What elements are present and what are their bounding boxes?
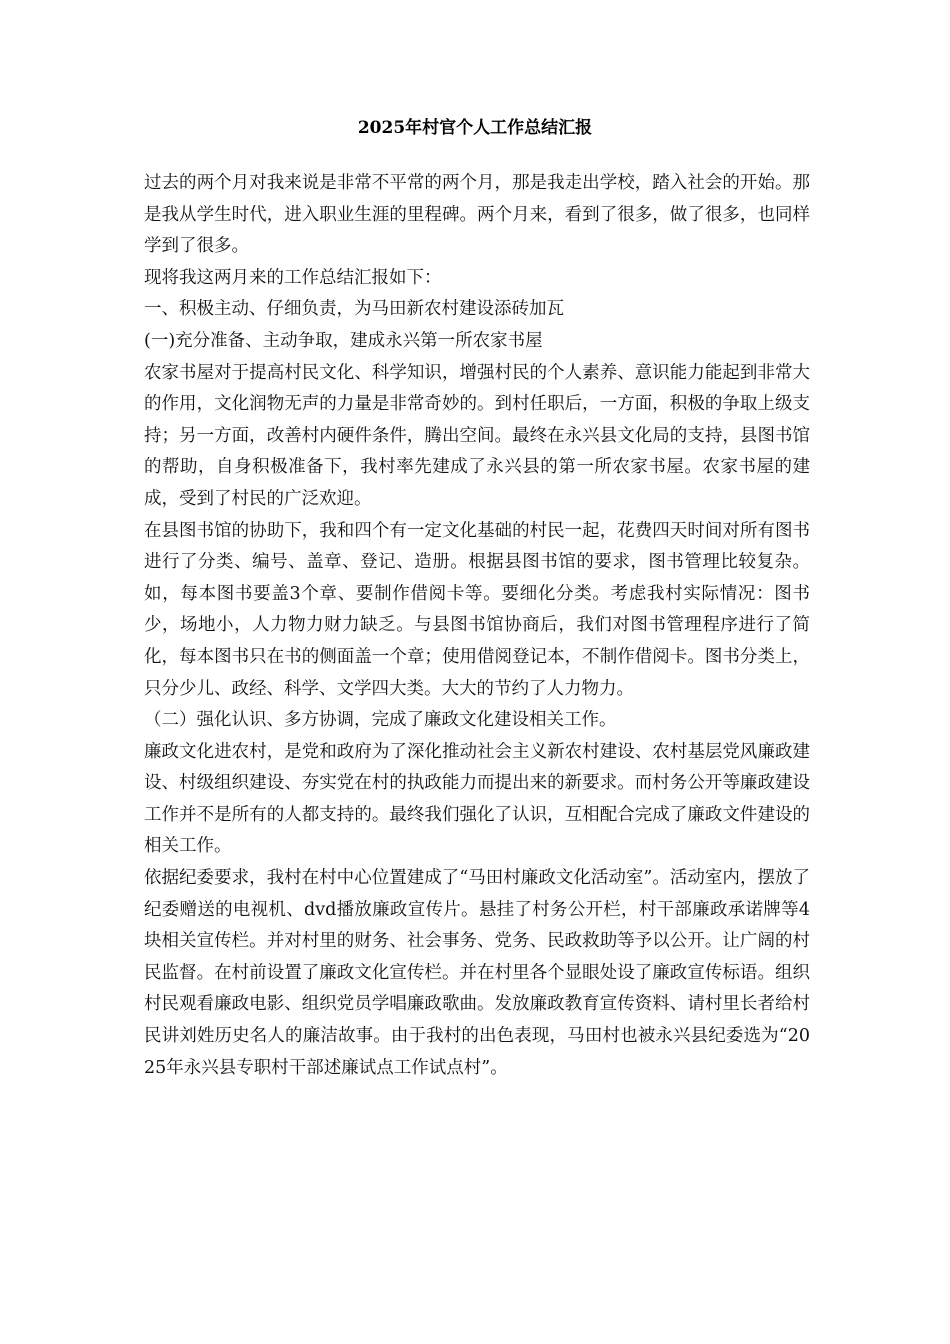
section-heading-1: 一、积极主动、仔细负责，为马田新农村建设添砖加瓦 — [144, 299, 564, 320]
paragraph-report-lead: 现将我这两月来的工作总结汇报如下： — [144, 267, 442, 288]
paragraph-library-intro: 农家书屋对于提高村民文化、科学知识，增强村民的个人素养、意识能力能起到非常大的作用，文化润物无声的力量是非常奇妙的。到村任职后，一方面，积极的争取上级支持；另一方面，改善村内硬件条件，腾出空间。最终在永兴县文化局的支持，县图书馆的帮助，自身积极准备下，我村率先建成了永兴县的第一所农家书屋。农家书屋的建成，受到了村民的广泛欢迎。 — [144, 362, 810, 509]
subsection-heading-1: (一)充分准备、主动争取，建成永兴第一所农家书屋 — [144, 330, 543, 351]
paragraph-library-management: 在县图书馆的协助下，我和四个有一定文化基础的村民一起，花费四天时间对所有图书进行了分类、编号、盖章、登记、造册。根据县图书馆的要求，图书管理比较复杂。如，每本图书要盖3个章、要制作借阅卡等。要细化分类。考虑我村实际情况：图书少，场地小，人力物力财力缺乏。与县图书馆协商后，我们对图书管理程序进行了简化，每本图书只在书的侧面盖一个章；使用借阅登记本，不制作借阅卡。图书分类上，只分少儿、政经、科学、文学四大类。大大的节约了人力物力。 — [144, 520, 810, 699]
paragraph-integrity-activities: 依据纪委要求，我村在村中心位置建成了“马田村廉政文化活动室”。活动室内，摆放了纪委赠送的电视机、dvd播放廉政宣传片。悬挂了村务公开栏，村干部廉政承诺牌等4块相关宣传栏。并对村里的财务、社会事务、党务、民政救助等予以公开。让广阔的村民监督。在村前设置了廉政文化宣传栏。并在村里各个显眼处设了廉政宣传标语。组织村民观看廉政电影、组织党员学唱廉政歌曲。发放廉政教育宣传资料、请村里长者给村民讲刘姓历史名人的廉洁故事。由于我村的出色表现，马田村也被永兴县纪委选为“2025年永兴县专职村干部述廉试点工作试点村”。 — [144, 868, 810, 1078]
paragraph-intro: 过去的两个月对我来说是非常不平常的两个月，那是我走出学校，踏入社会的开始。那是我从学生时代，进入职业生涯的里程碑。两个月来，看到了很多，做了很多，也同样学到了很多。 — [144, 173, 810, 257]
paragraph-integrity-intro: 廉政文化进农村，是党和政府为了深化推动社会主义新农村建设、农村基层党风廉政建设、村级组织建设、夯实党在村的执政能力而提出来的新要求。而村务公开等廉政建设工作并不是所有的人都支持的。最终我们强化了认识，互相配合完成了廉政文件建设的相关工作。 — [144, 741, 810, 857]
document-body — [144, 168, 810, 1084]
document-title: 2025年村官个人工作总结汇报 — [357, 118, 593, 138]
subsection-heading-2: （二）强化认识、多方协调，完成了廉政文化建设相关工作。 — [144, 710, 617, 731]
